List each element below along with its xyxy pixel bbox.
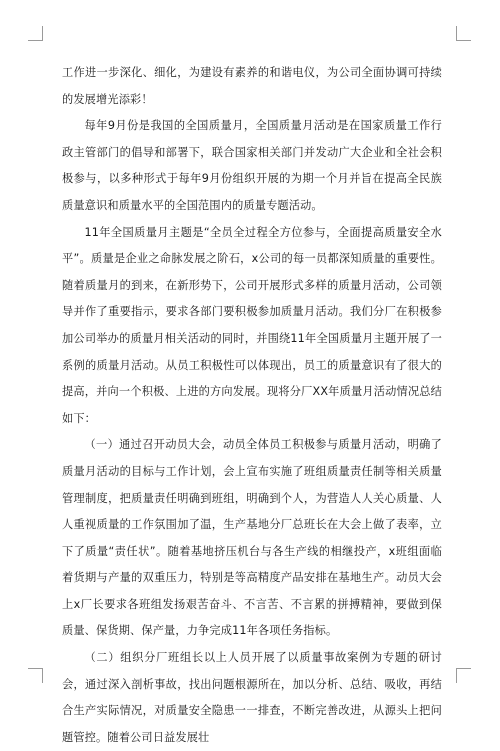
paragraph-quality-month-theme: 11年全国质量月主题是“全员全过程全方位参与，全面提高质量安全水平”。质量是企业之命脉发展之阶石，x公司的每一员都深知质量的重要性。随着质量月的到来，在新形势下，公司开展形式多样的质量月活动，公司领导并作了重要指示，要求各部门要积极参加质量月活动。我们分厂在积极参加公司举办的质量月相关活动的同时，并围绕11年全国质量月主题开展了一系例的质量月活动。从员工积极性可以体现出，员工的质量意识有了很大的提高，并向一个积极、上进的方向发展。现将分厂XX年质量月活动情况总结如下：: [62, 225, 442, 425]
paragraph-intro-continuation: 工作进一步深化、细化，为建设有素养的和谐电仪，为公司全面协调可持续的发展增光添彩！: [62, 66, 442, 106]
crop-mark-bottom-right: [456, 668, 471, 683]
crop-mark-top-right: [456, 26, 471, 41]
paragraph-section-one-mobilization: （一）通过召开动员大会，动员全体员工积极参与质量月活动，明确了质量月活动的目标与工作计划，会上宣布实施了班组质量责任制等相关质量管理制度，把质量责任明确到班组，明确到个人，为营造人人关心质量、人人重视质量的工作氛围加了温，生产基地分厂总班长在大会上做了表率，立下了质量“责任状”。随着基地挤压机台与各生产线的相继投产，x班组面临着货期与产量的双重压力，特别是等高精度产品安排在基地生产。动员大会上x厂长要求各班组发扬艰苦奋斗、不言苦、不言累的拼搏精神，要做到保质量、保货期、保产量，力争完成11年各项任务指标。: [62, 438, 442, 638]
paragraph-section-two-seminar: （二）组织分厂班组长以上人员开展了以质量事故案例为专题的研讨会，通过深入剖析事故，找出问题根源所在，加以分析、总结、吸收，再结合生产实际情况，对质量安全隐患一一排查，不断完善改进，从源头上把问题管控。随着公司日益发展壮: [62, 651, 442, 744]
crop-mark-top-left: [28, 26, 43, 41]
document-body: [62, 60, 442, 751]
paragraph-quality-month-background: 每年9月份是我国的全国质量月，全国质量月活动是在国家质量工作行政主管部门的倡导和部署下，联合国家相关部门并发动广大企业和全社会积极参与，以多种形式于每年9月份组织开展的为期一个月并旨在提高全民族质量意识和质量水平的全国范围内的质量专题活动。: [62, 119, 442, 212]
crop-mark-bottom-left: [28, 668, 43, 683]
